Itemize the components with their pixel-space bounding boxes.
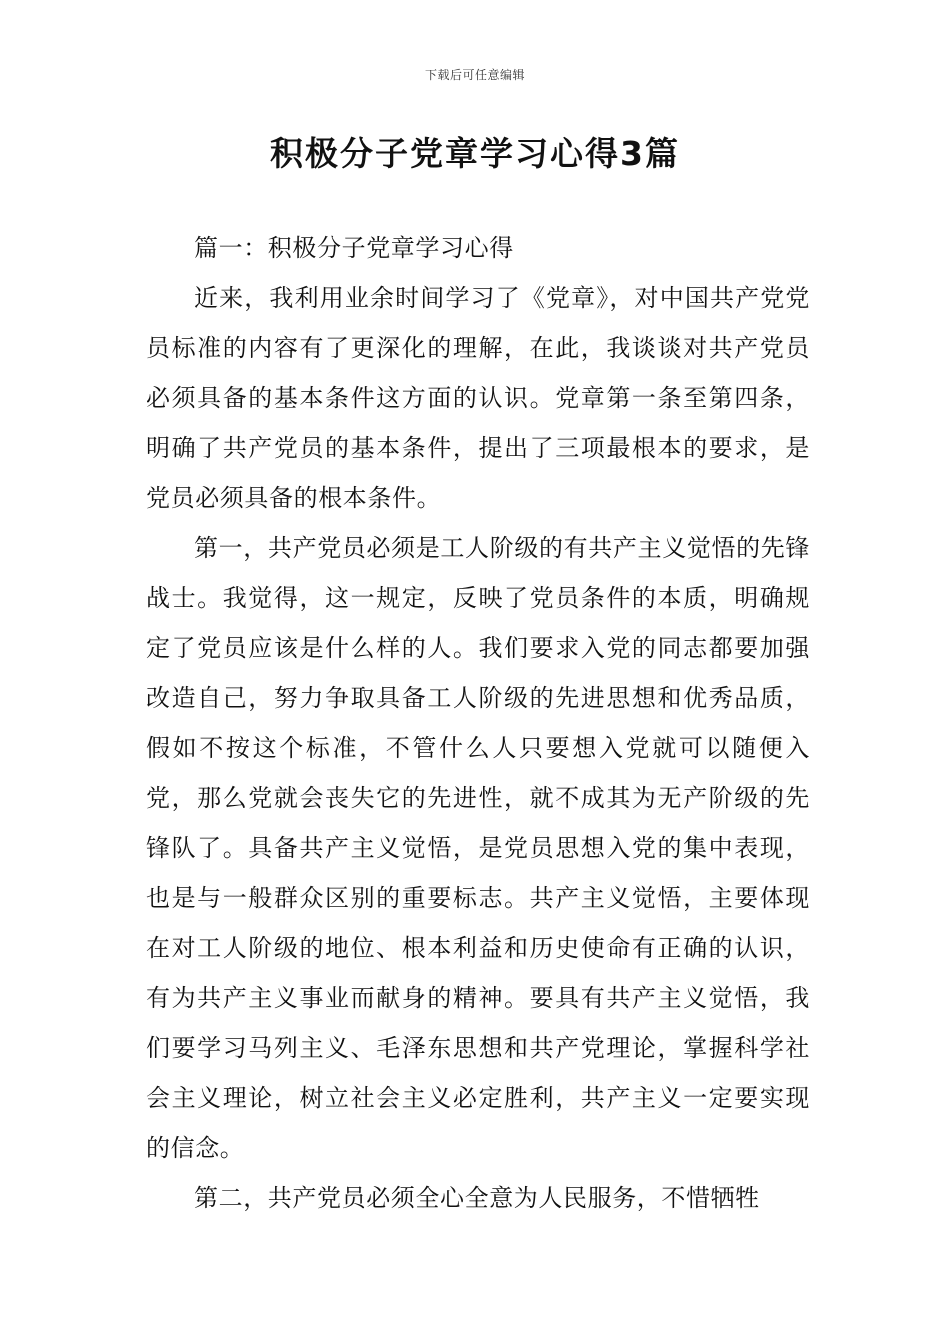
document-title: 积极分子党章学习心得3篇 <box>270 134 680 173</box>
header-note: 下载后可任意编辑 <box>424 68 525 82</box>
document-body <box>146 223 810 1223</box>
paragraph-intro: 近来，我利用业余时间学习了《党章》，对中国共产党党员标准的内容有了更深化的理解，在此，我谈谈对共产党员必须具备的基本条件这方面的认识。党章第一条至第四条，明确了共产党员的基本条件，提出了三项最根本的要求，是党员必须具备的根本条件。 <box>146 284 810 512</box>
paragraph-second-point: 第二，共产党员必须全心全意为人民服务，不惜牺牲 <box>194 1184 760 1212</box>
paragraph-first-point: 第一，共产党员必须是工人阶级的有共产主义觉悟的先锋战士。我觉得，这一规定，反映了党员条件的本质，明确规定了党员应该是什么样的人。我们要求入党的同志都要加强改造自己，努力争取具备工人阶级的先进思想和优秀品质，假如不按这个标准，不管什么人只要想入党就可以随便入党，那么党就会丧失它的先进性，就不成其为无产阶级的先锋队了。具备共产主义觉悟，是党员思想入党的集中表现，也是与一般群众区别的重要标志。共产主义觉悟，主要体现在对工人阶级的地位、根本利益和历史使命有正确的认识，有为共产主义事业而献身的精神。要具有共产主义觉悟，我们要学习马列主义、毛泽东思想和共产党理论，掌握科学社会主义理论，树立社会主义必定胜利，共产主义一定要实现的信念。 <box>146 534 810 1162</box>
section-heading: 篇一：积极分子党章学习心得 <box>194 234 514 262</box>
